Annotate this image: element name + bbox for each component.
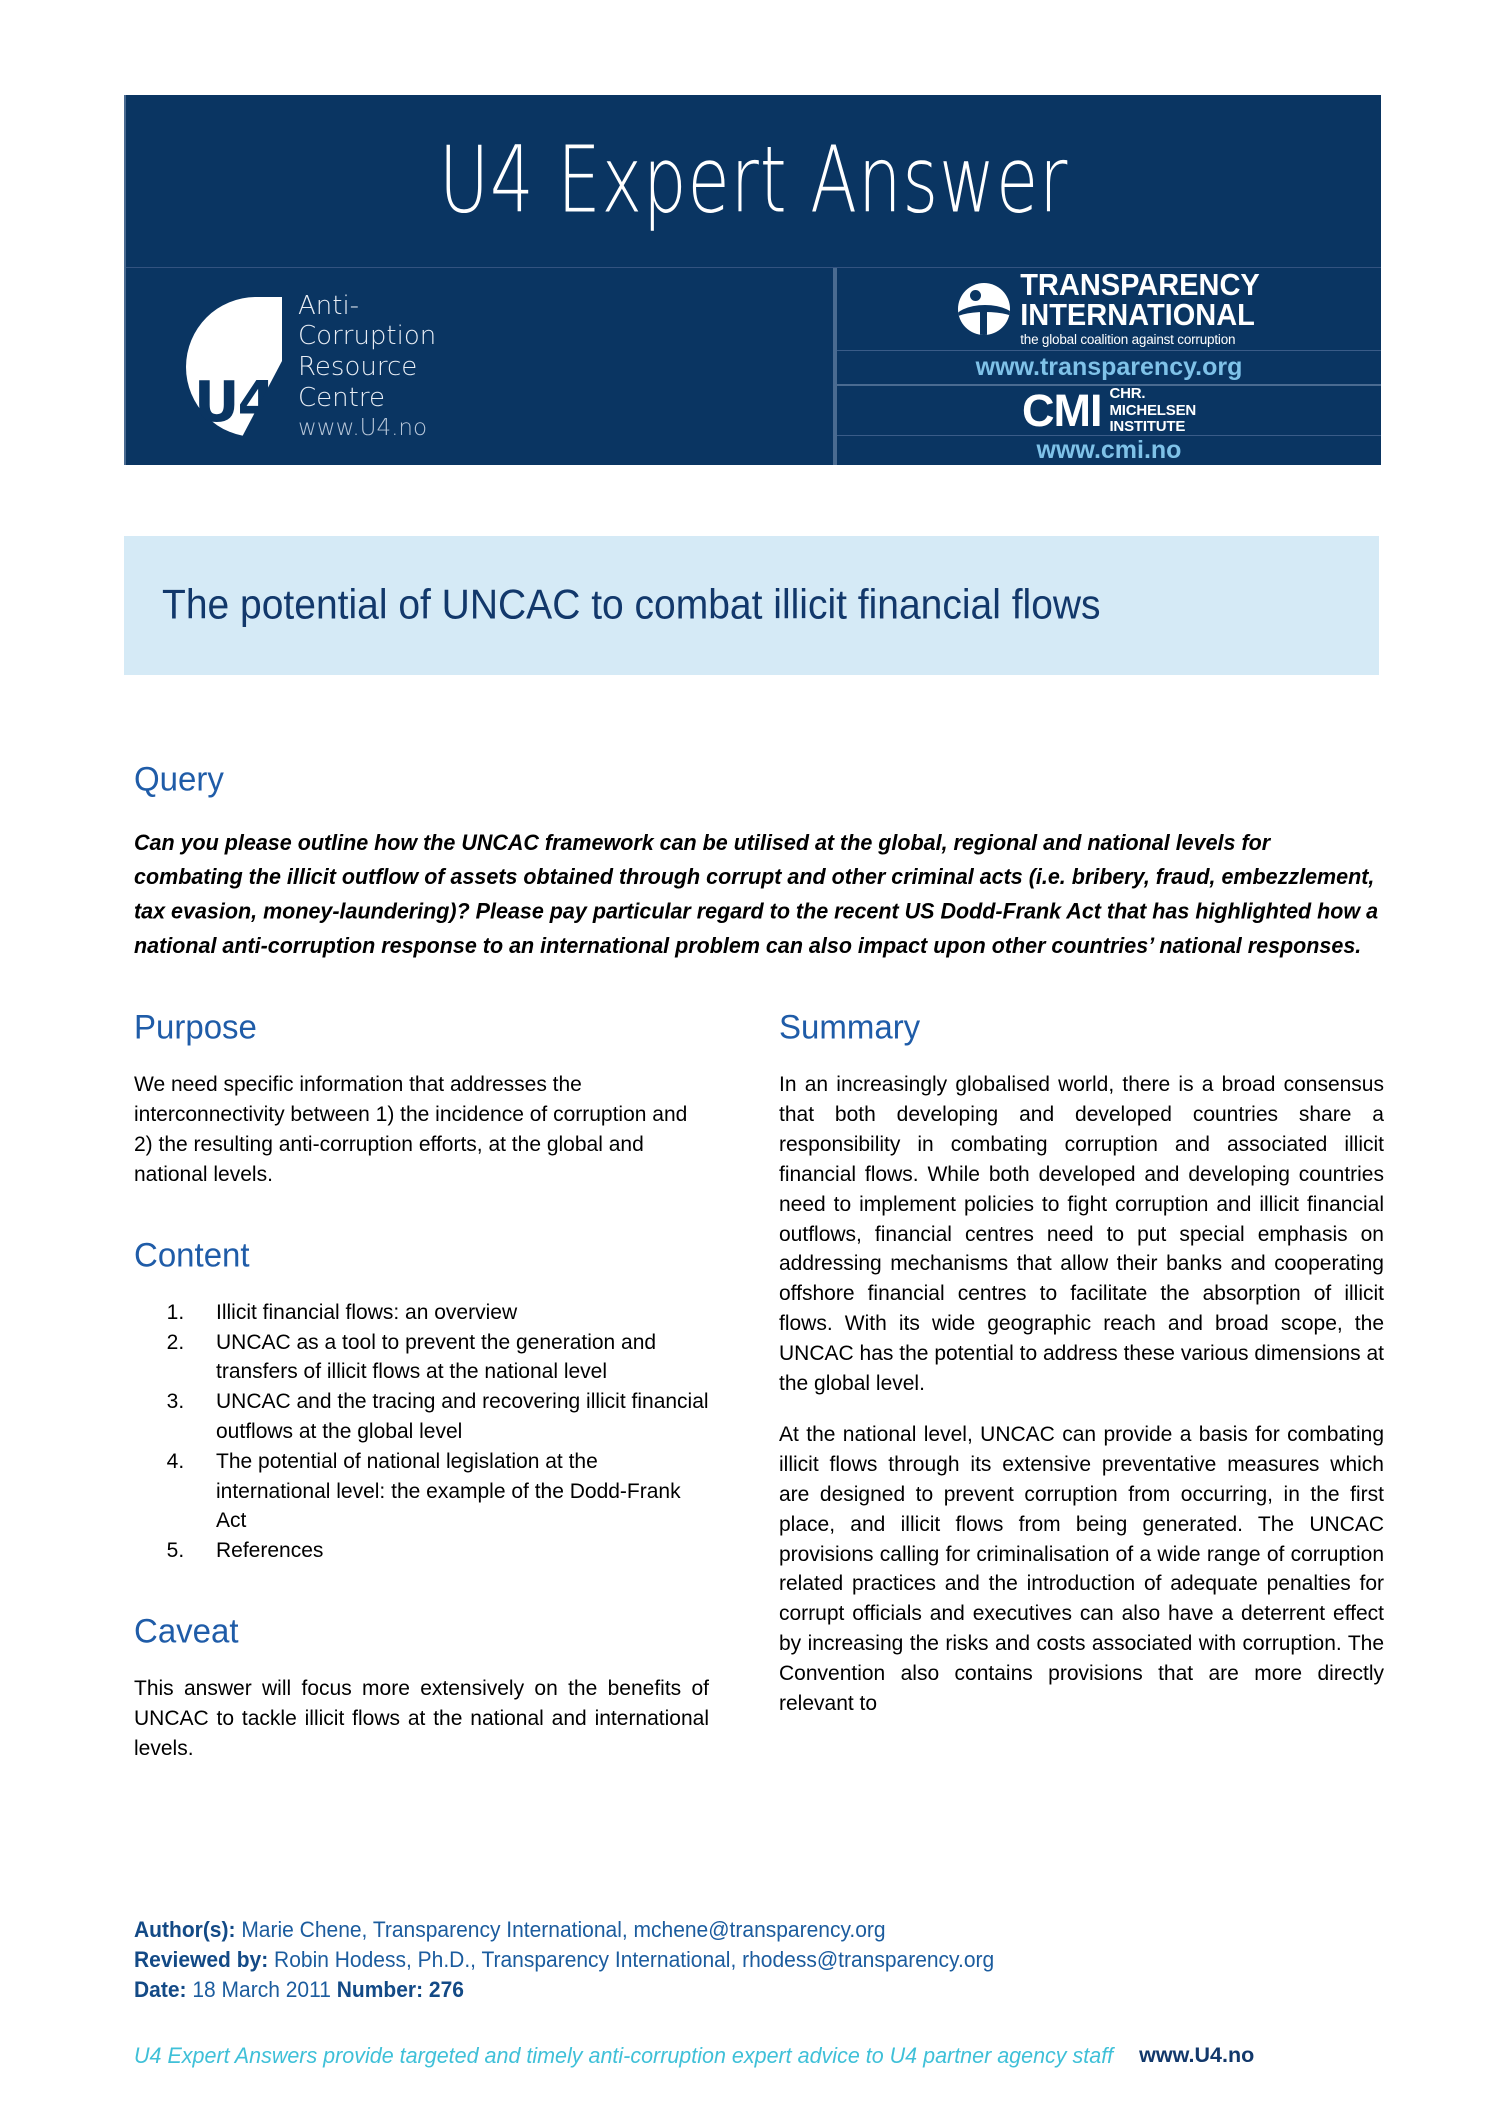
page-title: The potential of UNCAC to combat illicit financial flows bbox=[162, 582, 1101, 628]
right-column bbox=[779, 1008, 1384, 1785]
ti-logo-line2: INTERNATIONAL bbox=[1020, 299, 1255, 333]
caveat-text: This answer will focus more extensively on the benefits of UNCAC to tackle illicit flows at the national and international levels. bbox=[134, 1677, 709, 1760]
footer-number-value: 276 bbox=[423, 1977, 464, 2002]
document-title-band bbox=[124, 536, 1379, 675]
u4-logo-mark-text: U4 bbox=[194, 369, 275, 435]
footer-strapline bbox=[134, 2043, 1384, 2068]
caveat-heading: Caveat bbox=[134, 1611, 239, 1650]
ti-logo-line1: TRANSPARENCY bbox=[1020, 269, 1260, 303]
u4-logo-url[interactable]: www.U4.no bbox=[298, 415, 428, 442]
purpose-text: We need specific information that addresses the interconnectivity between 1) the incidence of corruption and 2) the resulting anti-corruption efforts, at the global and national levels. bbox=[134, 1073, 688, 1186]
query-heading: Query bbox=[134, 759, 224, 798]
cmi-logo-acronym: CMI bbox=[1021, 385, 1102, 437]
ti-logo-tagline: the global coalition against corruption bbox=[1020, 332, 1236, 348]
footer-reviewer-line bbox=[134, 1945, 1384, 1976]
cmi-logo-name-line2: MICHELSEN bbox=[1109, 401, 1197, 419]
summary-paragraph-1: In an increasingly globalised world, there is a broad consensus that both developing and developed countries share a responsibility in combating corruption and associated illicit financial flows. While both developed and developing countries need to implement policies to fight corruption and illicit financial outflows, financial centres need to put special emphasis on addressing mechanisms that allow their banks and cooperating offshore financial centres to facilitate the absorption of illicit flows. With its wide geographic reach and broad scope, the UNCAC has the potential to address these various dimensions at the global level. bbox=[779, 1073, 1384, 1395]
cmi-logo-name bbox=[1109, 386, 1196, 435]
partner-logos bbox=[835, 268, 1381, 465]
summary-paragraph-2: At the national level, UNCAC can provide a basis for combating illicit flows through its extensive preventative measures which are designed to prevent corruption from occurring, in the first place, and illicit flows from being generated. The UNCAC provisions calling for criminalisation of a wide range of corruption related practices and the introduction of adequate penalties for corrupt officials and executives can also have a deterrent effect by increasing the risks and costs associated with corruption. The Convention also contains provisions that are more directly relevant to bbox=[779, 1423, 1384, 1715]
strapline-text: U4 Expert Answers provide targeted and timely anti-corruption expert advice to U4 partner agency staff bbox=[134, 2043, 1114, 2068]
summary-heading: Summary bbox=[779, 1007, 921, 1047]
strapline-url[interactable]: www.U4.no bbox=[1139, 2043, 1255, 2067]
masthead-logos bbox=[126, 268, 1381, 465]
list-item: 2. UNCAC as a tool to prevent the generation and transfers of illicit flows at the national level bbox=[190, 1328, 709, 1388]
cmi-logo bbox=[837, 386, 1381, 436]
document-body bbox=[134, 760, 1384, 1785]
list-item: 4. The potential of national legislation at the international level: the example of the Dodd-Frank Act bbox=[190, 1447, 709, 1536]
cmi-logo-name-line3: INSTITUTE bbox=[1109, 417, 1186, 435]
u4-logo-text bbox=[298, 291, 436, 443]
u4-logo-line4: Centre bbox=[298, 382, 385, 413]
list-item: 3. UNCAC and the tracing and recovering illicit financial outflows at the global level bbox=[190, 1387, 709, 1447]
content-list bbox=[134, 1298, 709, 1566]
footer-date-label: Date: bbox=[134, 1977, 187, 2002]
query-text: Can you please outline how the UNCAC framework can be utilised at the global, regional and national levels for combating the illicit outflow of assets obtained through corrupt and other criminal acts (i.e. bribery, fraud, embezzlement, tax evasion, money-laundering)? Please pay particular regard to the recent US Dodd-Frank Act that has highlighted how a national anti-corruption response to an international problem can also impact upon other countries’ national responses. bbox=[134, 830, 1379, 959]
u4-logo-line2: Corruption bbox=[298, 321, 437, 352]
content-heading: Content bbox=[134, 1234, 250, 1274]
footer-reviewer-label: Reviewed by: bbox=[134, 1947, 269, 1972]
masthead-title-band bbox=[126, 95, 1381, 268]
purpose-heading: Purpose bbox=[134, 1007, 257, 1047]
transparency-url[interactable]: www.transparency.org bbox=[975, 353, 1243, 382]
footer-author-line bbox=[134, 1915, 1384, 1946]
footer-reviewer-value: Robin Hodess, Ph.D., Transparency International, rhodess@transparency.org bbox=[268, 1947, 995, 1972]
cmi-url[interactable]: www.cmi.no bbox=[1036, 436, 1182, 464]
u4-logo-mark-icon bbox=[186, 297, 282, 437]
footer-date-value: 18 March 2011 bbox=[186, 1977, 337, 2002]
footer-number-label: Number: bbox=[336, 1977, 424, 2002]
cmi-logo-name-line1: CHR. bbox=[1109, 385, 1146, 403]
transparency-international-logo bbox=[837, 268, 1381, 351]
list-item: 1. Illicit financial flows: an overview bbox=[190, 1298, 709, 1328]
list-item: 5. References bbox=[190, 1536, 709, 1566]
masthead-title: U4 Expert Answer bbox=[438, 127, 1069, 235]
u4-logo bbox=[126, 268, 835, 465]
u4-logo-line3: Resource bbox=[298, 351, 418, 382]
masthead bbox=[124, 95, 1381, 465]
u4-logo-line1: Anti- bbox=[298, 290, 360, 321]
footer-author-label: Author(s): bbox=[134, 1918, 236, 1943]
ti-url-band bbox=[837, 351, 1381, 386]
footer-author-value: Marie Chene, Transparency International, mchene@transparency.org bbox=[235, 1918, 886, 1943]
two-column-layout bbox=[134, 1008, 1384, 1785]
document-footer bbox=[134, 1915, 1384, 2004]
footer-date-line bbox=[134, 1975, 1384, 2006]
ti-globe-person-icon bbox=[958, 283, 1010, 335]
left-column bbox=[134, 1008, 709, 1785]
cmi-url-band bbox=[837, 436, 1381, 465]
